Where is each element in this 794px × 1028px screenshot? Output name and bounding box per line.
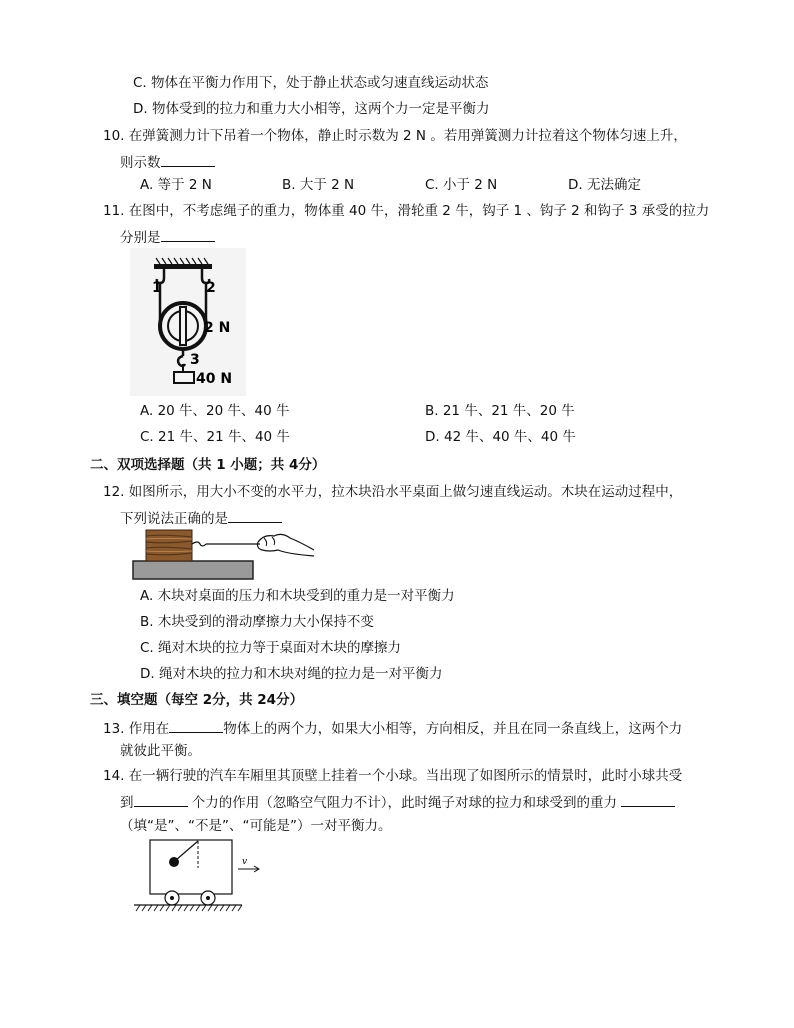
answer-blank[interactable] — [134, 792, 188, 807]
pulley-figure — [130, 248, 246, 396]
q14-stem-line1: 14. 在一辆行驶的汽车车厢里其顶壁上挂着一个小球。当出现了如图所示的情景时，此时小球共受 — [103, 768, 683, 784]
q13-stem-line1 — [103, 718, 682, 738]
q14-stem-line2 — [120, 792, 675, 812]
section-2-title: 二、双项选择题（共 1 小题；共 4分） — [90, 457, 326, 473]
q10-option-c: C. 小于 2 N — [425, 177, 498, 193]
q13-stem-line2: 就彼此平衡。 — [120, 743, 201, 759]
q12-stem-line1: 12. 如图所示，用大小不变的水平力，拉木块沿水平桌面上做匀速直线运动。木块在运动过程中， — [103, 484, 683, 500]
q13-stem-text-a: 13. 作用在 — [103, 721, 170, 737]
q14-stem-text-b: 个力的作用（忽略空气阻力不计），此时绳子对球的拉力和球受到的重力 — [191, 795, 618, 811]
q10-option-d: D. 无法确定 — [568, 177, 641, 193]
q12-option-d: D. 绳对木块的拉力和木块对绳的拉力是一对平衡力 — [140, 666, 443, 682]
q11-option-c: C. 21 牛、21 牛、40 牛 — [140, 429, 290, 445]
section-3-title: 三、填空题（每空 2分，共 24分） — [90, 692, 304, 708]
answer-blank[interactable] — [161, 227, 215, 242]
q10-option-a: A. 等于 2 N — [140, 177, 212, 193]
block-on-table-figure — [132, 526, 316, 582]
hook-3-label: 3 — [190, 352, 200, 368]
q11-option-d: D. 42 牛、40 牛、40 牛 — [425, 429, 576, 445]
answer-blank[interactable] — [161, 152, 215, 167]
car-pendulum-figure — [130, 838, 270, 914]
q11-option-b: B. 21 牛、21 牛、20 牛 — [425, 403, 575, 419]
q12-option-b: B. 木块受到的滑动摩擦力大小保持不变 — [140, 614, 374, 630]
q10-option-b: B. 大于 2 N — [282, 177, 355, 193]
q12-option-c: C. 绳对木块的拉力等于桌面对木块的摩擦力 — [140, 640, 402, 656]
q14-stem-line3: （填“是”、“不是”、“可能是”）一对平衡力。 — [120, 818, 392, 834]
answer-blank[interactable] — [228, 508, 282, 523]
q10-stem-line1: 10. 在弹簧测力计下吊着一个物体，静止时示数为 2 N 。若用弹簧测力计拉着这个物体匀速上升， — [103, 128, 687, 144]
q11-option-a: A. 20 牛、20 牛、40 牛 — [140, 403, 290, 419]
velocity-label: v — [242, 857, 248, 867]
q14-stem-text-a: 到 — [120, 795, 134, 811]
q10-stem-text: 则示数 — [120, 155, 161, 171]
q11-stem-text: 分别是 — [120, 230, 161, 246]
q9-option-d: D. 物体受到的拉力和重力大小相等，这两个力一定是平衡力 — [133, 101, 490, 117]
q11-stem-line2 — [120, 227, 215, 247]
q13-stem-text-b: 物体上的两个力，如果大小相等，方向相反，并且在同一条直线上，这两个力 — [223, 721, 683, 737]
hook-1-label: 1 — [152, 280, 162, 296]
q12-stem-line2 — [120, 508, 282, 528]
q12-option-a: A. 木块对桌面的压力和木块受到的重力是一对平衡力 — [140, 588, 455, 604]
q11-stem-line1: 11. 在图中，不考虑绳子的重力，物体重 40 牛，滑轮重 2 牛，钩子 1 、钩子 2 和钩子 3 承受的拉力 — [103, 203, 710, 219]
answer-blank[interactable] — [169, 718, 223, 733]
answer-blank[interactable] — [621, 792, 675, 807]
q12-stem-text: 下列说法正确的是 — [120, 511, 228, 527]
q10-stem-line2 — [120, 152, 215, 172]
hook-2-label: 2 — [206, 280, 216, 296]
object-weight-label: 40 N — [196, 371, 233, 387]
pulley-weight-label: 2 N — [204, 320, 231, 336]
q9-option-c: C. 物体在平衡力作用下，处于静止状态或匀速直线运动状态 — [133, 75, 489, 91]
